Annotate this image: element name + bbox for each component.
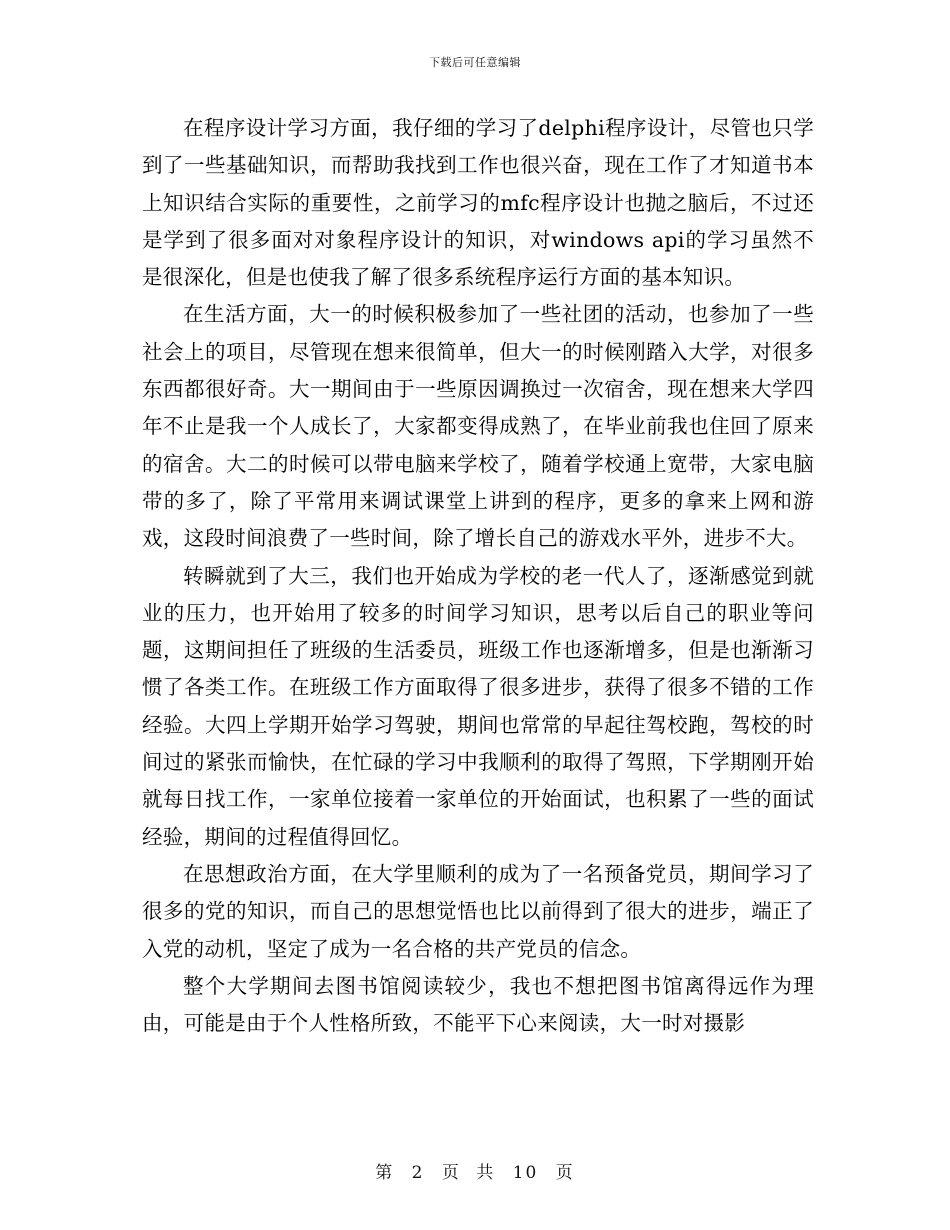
footer-ye: 页 <box>441 1163 461 1183</box>
paragraph-life: 在生活方面，大一的时候积极参加了一些社团的活动，也参加了一些社会上的项目，尽管现在想来很简单，但大一的时候刚踏入大学，对很多东西都很好奇。大一期间由于一些原因调换过一次宿舍，现在想来大学四年不止是我一个人成长了，大家都变得成熟了，在毕业前我也住回了原来的宿舍。大二的时候可以带电脑来学校了，随着学校通上宽带，大家电脑带的多了，除了平常用来调试课堂上讲到的程序，更多的拿来上网和游戏，这段时间浪费了一些时间，除了增长自己的游戏水平外，进步不大。 <box>142 302 814 551</box>
paragraph-junior-year: 转瞬就到了大三，我们也开始成为学校的老一代人了，逐渐感觉到就业的压力，也开始用了较多的时间学习知识，思考以后自己的职业等问题，这期间担任了班级的生活委员，班级工作也逐渐增多，但是也渐渐习惯了各类工作。在班级工作方面取得了很多进步，获得了很多不错的工作经验。大四上学期开始学习驾驶，期间也常常的早起往驾校跑，驾校的时间过的紧张而愉快，在忙碌的学习中我顺利的取得了驾照，下学期刚开始就每日找工作，一家单位接着一家单位的开始面试，也积累了一些的面试经验，期间的过程值得回忆。 <box>142 563 814 849</box>
page-footer <box>0 1158 950 1183</box>
paragraph-politics: 在思想政治方面，在大学里顺利的成为了一名预备党员，期间学习了很多的党的知识，而自己的思想觉悟也比以前得到了很大的进步，端正了入党的动机，坚定了成为一名合格的共产党员的信念。 <box>142 861 814 961</box>
footer-ye-2: 页 <box>555 1163 575 1183</box>
page-number: 2 <box>411 1163 425 1183</box>
document-body <box>142 110 814 1042</box>
paragraph-library: 整个大学期间去图书馆阅读较少，我也不想把图书馆离得远作为理由，可能是由于个人性格所致，不能平下心来阅读，大一时对摄影 <box>142 973 814 1036</box>
page-total: 10 <box>512 1163 539 1183</box>
page-header: 下载后可任意编辑 <box>429 56 521 69</box>
footer-di: 第 <box>375 1163 395 1183</box>
footer-gong: 共 <box>476 1163 496 1183</box>
paragraph-programming: 在程序设计学习方面，我仔细的学习了delphi程序设计，尽管也只学到了一些基础知识，而帮助我找到工作也很兴奋，现在工作了才知道书本上知识结合实际的重要性，之前学习的mfc程序设计也抛之脑后，不过还是学到了很多面对对象程序设计的知识，对windows api的学习虽然不是很深化，但是也使我了解了很多系统程序运行方面的基本知识。 <box>142 116 814 290</box>
